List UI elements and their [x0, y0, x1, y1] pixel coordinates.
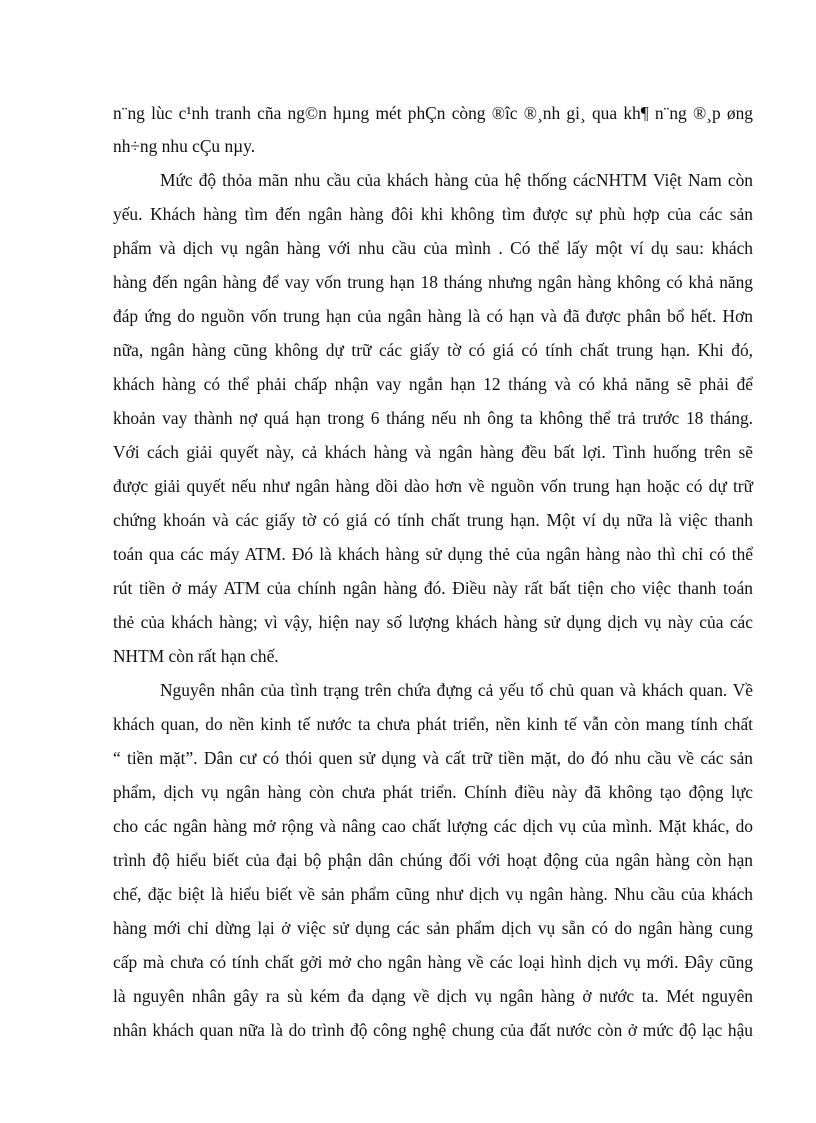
- text-line: nữa, ngân hàng cũng không dự trữ các giấy tờ có giá có tính chất trung hạn. Khi đó,: [113, 340, 753, 360]
- text-line: NHTM còn rất hạn chế.: [113, 646, 279, 666]
- text-line: “ tiền mặt”. Dân cư có thói quen sử dụng và cất trữ tiền mặt, do đó nhu cầu về các sản: [113, 748, 753, 768]
- text-line: cho các ngân hàng mở rộng và nâng cao chất lượng các dịch vụ của mình. Mặt khác, do: [113, 816, 753, 836]
- text-line: đáp ứng do nguồn vốn trung hạn của ngân hàng là có hạn và đã được phân bổ hết. Hơn: [113, 306, 753, 326]
- text-line: chế, đặc biệt là hiểu biết về sản phẩm cũng như dịch vụ ngân hàng. Nhu cầu của khách: [113, 884, 753, 904]
- text-line: nhân khách quan nữa là do trình độ công nghệ chung của đất nước còn ở mức độ lạc hậu: [113, 1020, 753, 1040]
- text-line: Mức độ thỏa mãn nhu cầu của khách hàng của hệ thống cácNHTM Việt Nam còn: [160, 170, 753, 190]
- text-line: khách quan, do nền kinh tế nước ta chưa phát triển, nền kinh tế vẫn còn mang tính chất: [113, 714, 753, 734]
- text-line: chứng khoán và các giấy tờ có giá có tính chất trung hạn. Một ví dụ nữa là việc thanh: [113, 510, 753, 530]
- text-line: Nguyên nhân của tình trạng trên chứa đựng cả yếu tố chủ quan và khách quan. Về: [160, 680, 753, 700]
- text-line: hàng đến ngân hàng để vay vốn trung hạn 18 tháng nhưng ngân hàng không có khả năng: [113, 272, 753, 292]
- text-line: rút tiền ở máy ATM của chính ngân hàng đó. Điều này rất bất tiện cho việc thanh toán: [113, 578, 753, 598]
- text-line: khách hàng có thể phải chấp nhận vay ngắn hạn 12 tháng và có khả năng sẽ phải để: [113, 374, 753, 394]
- text-line: là nguyên nhân gây ra sù kém đa dạng về dịch vụ ngân hàng ở nước ta. Mét nguyên: [113, 986, 753, 1006]
- text-line: yếu. Khách hàng tìm đến ngân hàng đôi khi không tìm được sự phù hợp của các sản: [113, 204, 753, 224]
- text-line: thẻ của khách hàng; vì vậy, hiện nay số lượng khách hàng sử dụng dịch vụ này của các: [113, 612, 753, 632]
- text-line: được giải quyết nếu như ngân hàng dồi dào hơn về nguồn vốn trung hạn hoặc có dự trữ: [113, 476, 753, 496]
- text-line: nh÷ng nhu cÇu nµy.: [113, 136, 256, 156]
- text-line: toán qua các máy ATM. Đó là khách hàng sử dụng thẻ của ngân hàng nào thì chỉ có thể: [113, 544, 753, 564]
- text-line: hàng mới chỉ dừng lại ở việc sử dụng các sản phẩm dịch vụ sẵn có do ngân hàng cung: [113, 918, 753, 938]
- text-line: n¨ng lùc c¹nh tranh cña ng©n hµng mét phÇn còng ®îc ®¸nh gi¸ qua kh¶ n¨ng ®¸p øng: [113, 103, 753, 123]
- text-line: Với cách giải quyết này, cả khách hàng và ngân hàng đều bất lợi. Tình huống trên sẽ: [113, 442, 753, 462]
- text-line: phẩm và dịch vụ ngân hàng với nhu cầu của mình . Có thể lấy một ví dụ sau: khách: [113, 238, 753, 258]
- text-line: phẩm, dịch vụ ngân hàng còn chưa phát triển. Chính điều này đã không tạo động lực: [113, 782, 753, 802]
- text-line: cấp mà chưa có tính chất gởi mở cho ngân hàng về các loại hình dịch vụ mới. Đây cũng: [113, 952, 753, 972]
- text-line: khoản vay thành nợ quá hạn trong 6 tháng nếu nh ông ta không thể trả trước 18 tháng.: [113, 408, 753, 428]
- text-line: trình độ hiểu biết của đại bộ phận dân chúng đối với hoạt động của ngân hàng còn hạn: [113, 850, 753, 870]
